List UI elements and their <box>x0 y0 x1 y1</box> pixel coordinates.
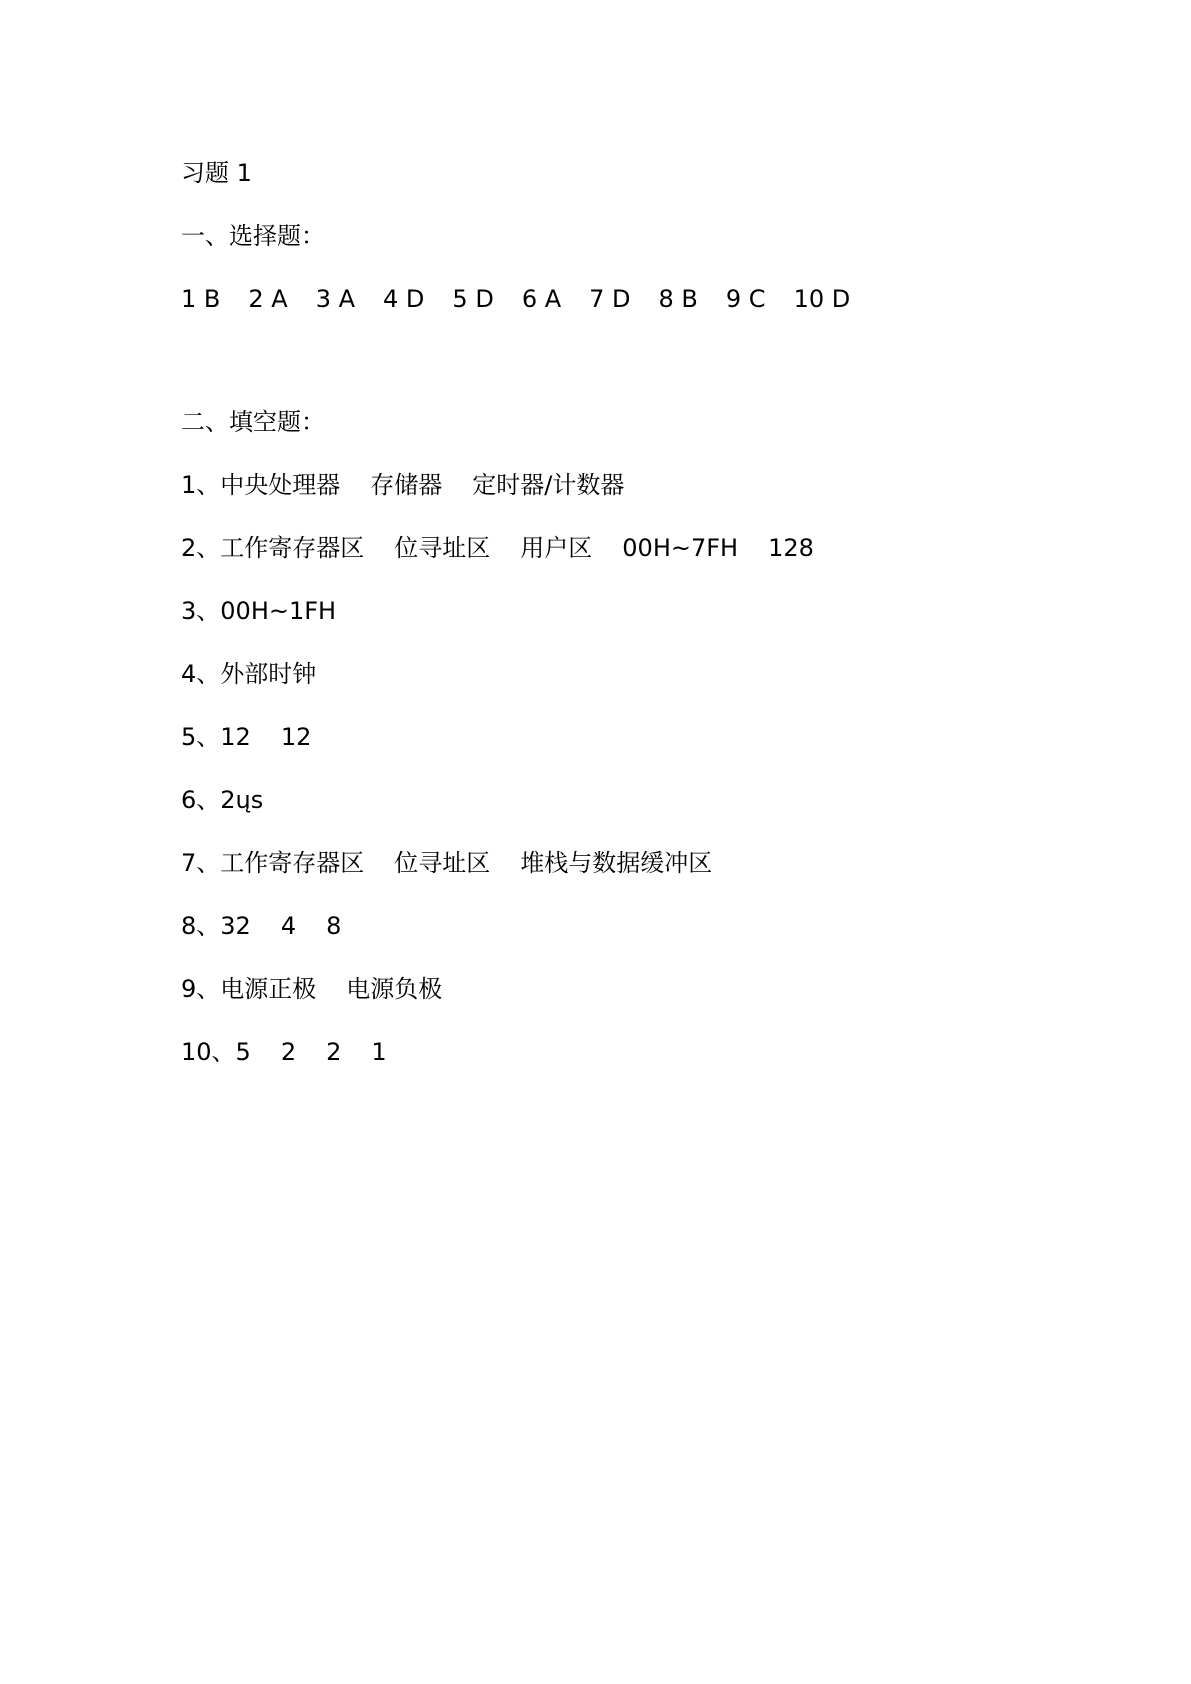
item-number: 8、 <box>181 912 221 940</box>
item-answer: 2 <box>326 1038 342 1066</box>
item-answer: 位寻址区 <box>394 849 491 877</box>
item-number: 9、 <box>181 975 221 1003</box>
answer-9: 9 C <box>725 285 766 313</box>
multiple-choice-heading: 一、选择题： <box>181 222 325 250</box>
item-number: 2、 <box>181 534 221 562</box>
item-answer: 128 <box>768 534 814 562</box>
answer-4: 4 D <box>383 285 425 313</box>
fill-item-6 <box>181 785 1041 815</box>
item-answer: 定时器/计数器 <box>472 471 625 499</box>
fill-item-10 <box>181 1037 1041 1067</box>
item-answer: 电源负极 <box>346 975 443 1003</box>
fill-item-8 <box>181 911 1041 941</box>
item-answer: 12 <box>220 723 251 751</box>
item-number: 7、 <box>181 849 221 877</box>
item-number: 3、 <box>181 597 221 625</box>
item-answer: 堆栈与数据缓冲区 <box>520 849 713 877</box>
answer-7: 7 D <box>589 285 631 313</box>
fill-item-5 <box>181 722 1041 752</box>
answer-1: 1 B <box>181 285 221 313</box>
item-answer: 1 <box>371 1038 387 1066</box>
item-answer: 外部时钟 <box>220 660 317 688</box>
item-number: 6、 <box>181 786 221 814</box>
exercise-title: 习题 1 <box>181 159 252 187</box>
fill-item-1 <box>181 470 1041 500</box>
item-answer: 工作寄存器区 <box>220 849 365 877</box>
item-answer: 5 <box>235 1038 251 1066</box>
fill-in-heading: 二、填空题： <box>181 408 325 436</box>
fill-item-7 <box>181 848 1041 878</box>
fill-item-4 <box>181 659 1041 689</box>
item-number: 5、 <box>181 723 221 751</box>
item-answer: 存储器 <box>370 471 443 499</box>
item-answer: 00H~7FH <box>622 534 739 562</box>
document-content <box>181 158 1041 1100</box>
item-answer: 12 <box>280 723 312 751</box>
item-answer: 用户区 <box>520 534 593 562</box>
item-answer: 8 <box>326 912 342 940</box>
item-answer: 00H~1FH <box>220 597 337 625</box>
item-answer: 2ųs <box>220 786 264 814</box>
item-number: 4、 <box>181 660 221 688</box>
item-answer: 位寻址区 <box>394 534 491 562</box>
fill-item-3 <box>181 596 1041 626</box>
fill-item-9 <box>181 974 1041 1004</box>
answer-5: 5 D <box>452 285 494 313</box>
multiple-choice-answers <box>181 284 1041 314</box>
item-answer: 2 <box>280 1038 297 1066</box>
item-answer: 中央处理器 <box>220 471 341 499</box>
item-number: 1、 <box>181 471 221 499</box>
item-number: 10、 <box>181 1038 236 1066</box>
item-answer: 电源正极 <box>220 975 317 1003</box>
answer-2: 2 A <box>248 285 288 313</box>
item-answer: 工作寄存器区 <box>220 534 365 562</box>
answer-6: 6 A <box>521 285 562 313</box>
answer-10: 10 D <box>793 285 851 313</box>
answer-3: 3 A <box>315 285 356 313</box>
item-answer: 4 <box>280 912 297 940</box>
fill-item-2 <box>181 533 1041 563</box>
item-answer: 32 <box>220 912 251 940</box>
answer-8: 8 B <box>658 285 698 313</box>
